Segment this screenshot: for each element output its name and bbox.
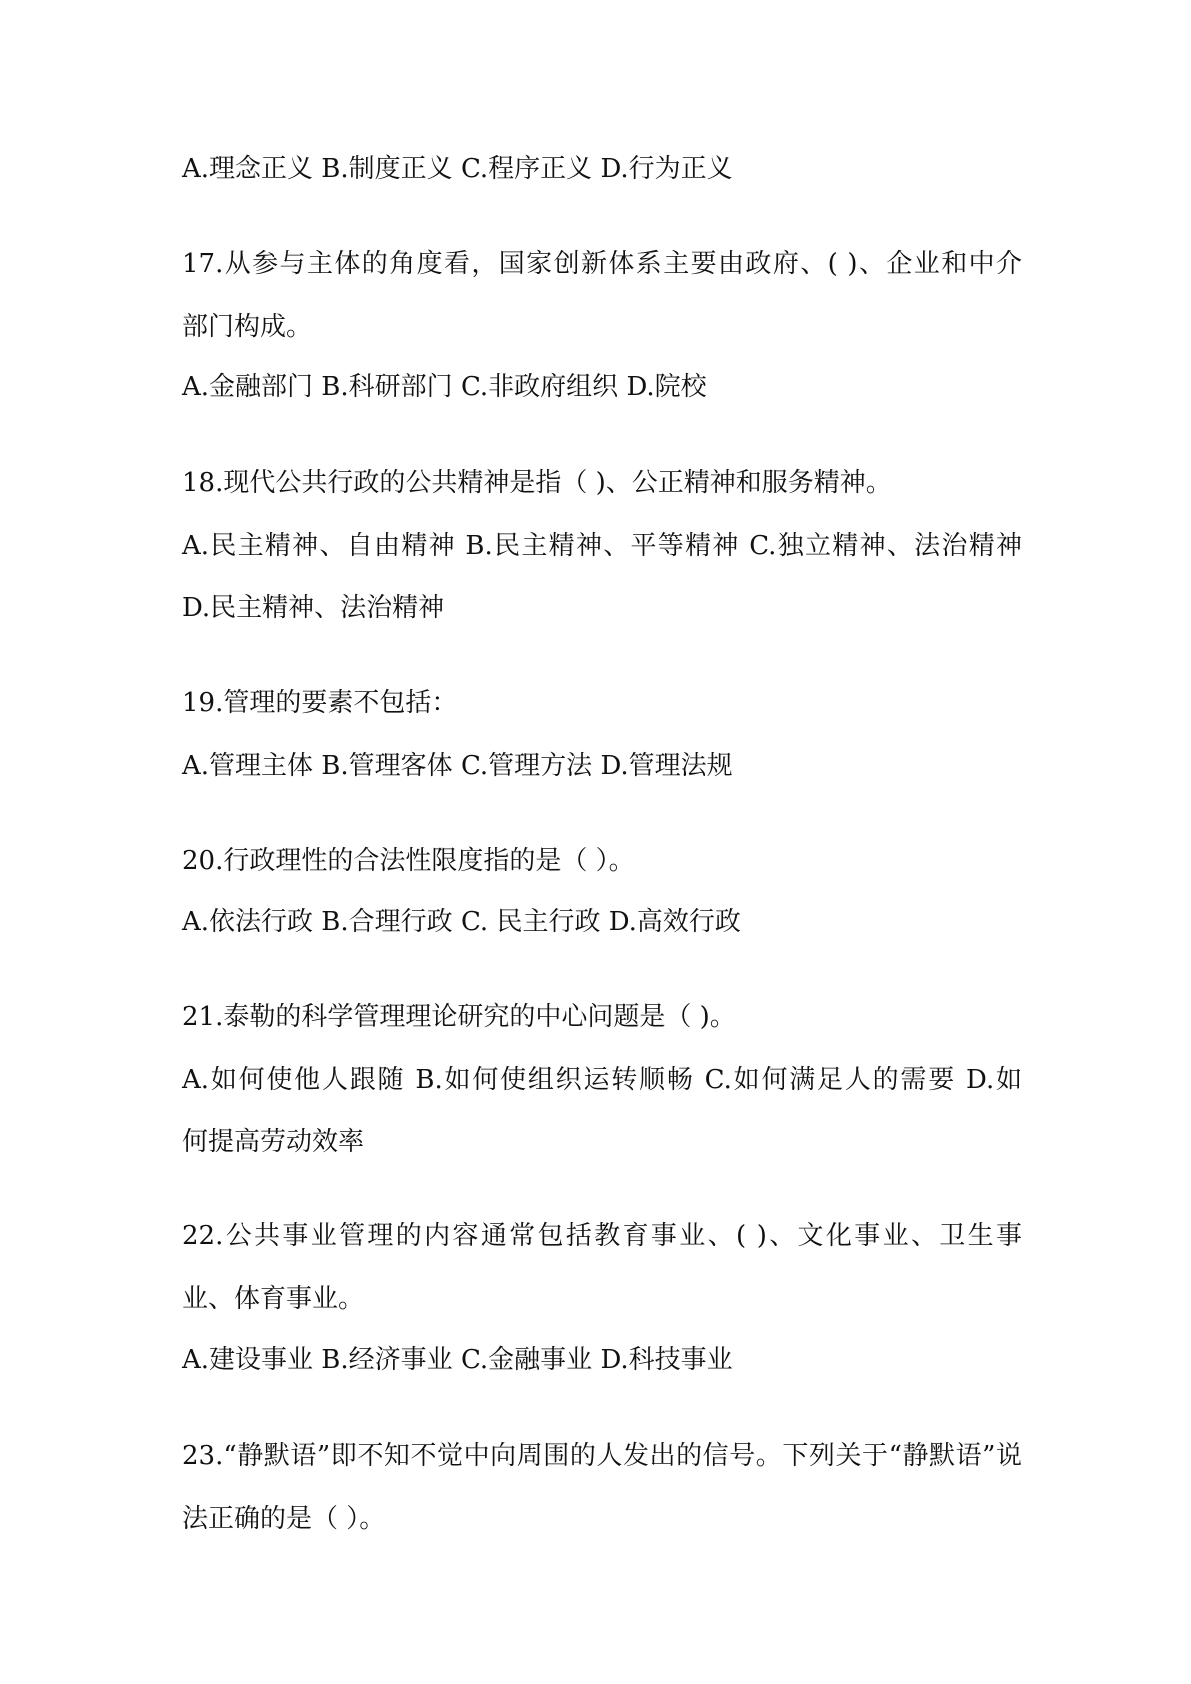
q17-options: A.金融部门 B.科研部门 C.非政府组织 D.院校 bbox=[182, 372, 707, 402]
q22-stem-line2: 业、体育事业。 bbox=[182, 1284, 365, 1314]
q20-options: A.依法行政 B.合理行政 C. 民主行政 D.高效行政 bbox=[182, 907, 741, 937]
q21-stem: 21.泰勒的科学管理理论研究的中心问题是（ )。 bbox=[182, 1002, 736, 1032]
q16-options: A.理念正义 B.制度正义 C.程序正义 D.行为正义 bbox=[182, 154, 733, 184]
q23-stem-line1: 23.“静默语”即不知不觉中向周围的人发出的信号。下列关于“静默语”说 bbox=[182, 1441, 1022, 1471]
q19-stem: 19.管理的要素不包括： bbox=[182, 688, 458, 718]
q22-stem-line1: 22.公共事业管理的内容通常包括教育事业、( )、文化事业、卫生事 bbox=[182, 1221, 1022, 1251]
q21-options-line1: A.如何使他人跟随 B.如何使组织运转顺畅 C.如何满足人的需要 D.如 bbox=[182, 1065, 1022, 1095]
q19-options: A.管理主体 B.管理客体 C.管理方法 D.管理法规 bbox=[182, 751, 733, 781]
q18-options-line1: A.民主精神、自由精神 B.民主精神、平等精神 C.独立精神、法治精神 bbox=[182, 531, 1022, 561]
q22-options: A.建设事业 B.经济事业 C.金融事业 D.科技事业 bbox=[182, 1345, 733, 1375]
q21-options-line2: 何提高劳动效率 bbox=[182, 1127, 365, 1157]
q17-stem-line1: 17.从参与主体的角度看，国家创新体系主要由政府、( )、企业和中介 bbox=[182, 249, 1022, 279]
q17-stem-line2: 部门构成。 bbox=[182, 312, 313, 342]
q20-stem: 20.行政理性的合法性限度指的是（ ）。 bbox=[182, 846, 635, 876]
q23-stem-line2: 法正确的是（ ）。 bbox=[182, 1504, 386, 1534]
q18-options-line2: D.民主精神、法治精神 bbox=[182, 593, 445, 623]
q18-stem: 18.现代公共行政的公共精神是指（ )、公正精神和服务精神。 bbox=[182, 468, 892, 498]
